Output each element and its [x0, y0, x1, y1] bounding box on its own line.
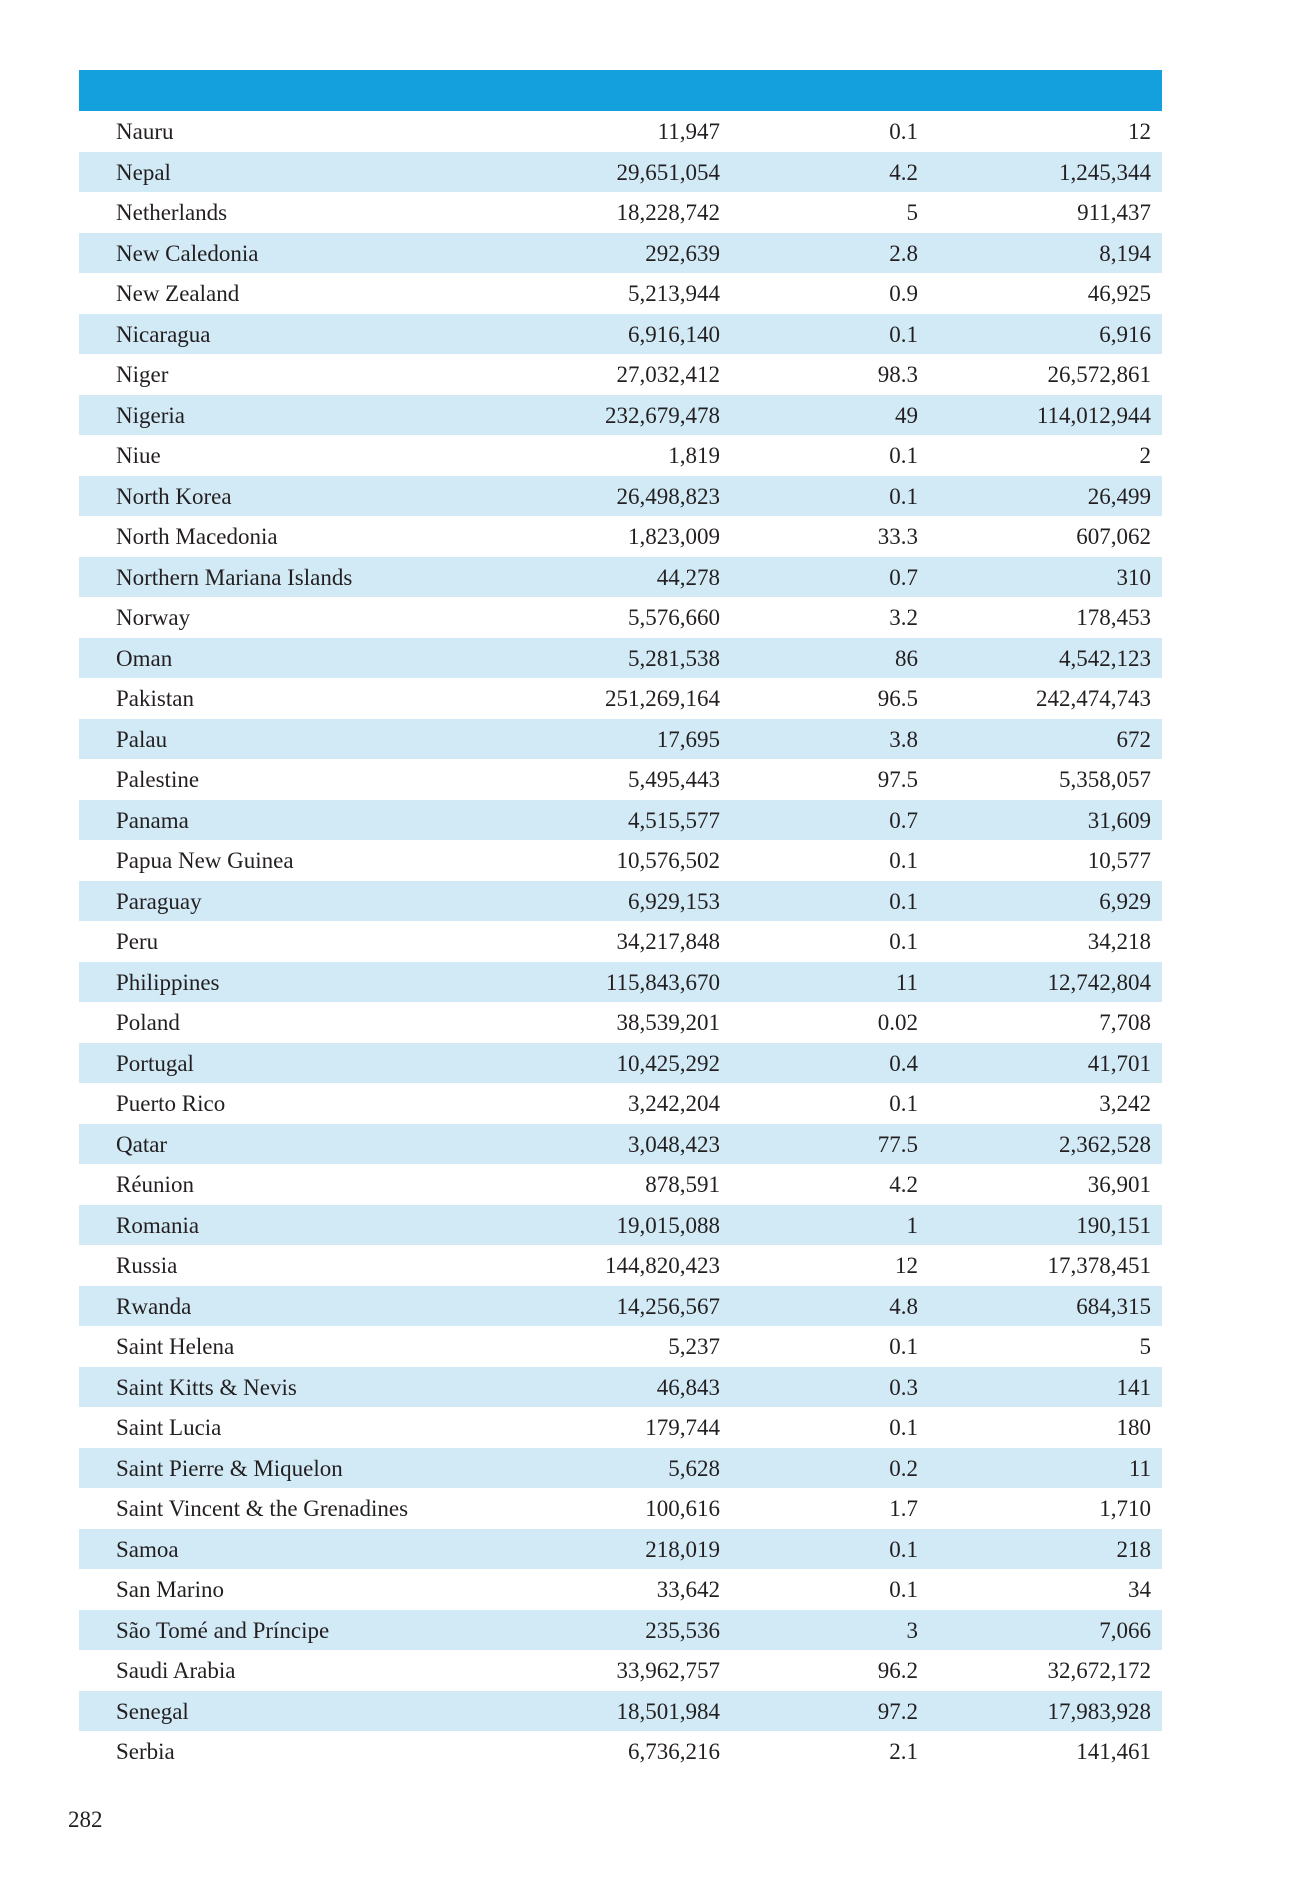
population-cell: 144,820,423 — [605, 1253, 720, 1278]
count-cell: 4,542,123 — [1059, 645, 1151, 671]
population-cell: 5,237 — [668, 1334, 720, 1359]
percent-cell: 0.1 — [889, 1415, 918, 1440]
country-name: Panama — [116, 807, 189, 833]
table-row — [79, 1529, 1162, 1570]
table-row — [79, 840, 1162, 881]
percent-cell: 0.1 — [889, 888, 918, 914]
table-row — [79, 881, 1162, 922]
count-cell: 7,066 — [1099, 1617, 1151, 1643]
population-cell: 18,228,742 — [616, 200, 720, 225]
percent-cell: 0.3 — [889, 1374, 918, 1400]
table-row — [79, 557, 1162, 598]
percent-cell: 3.2 — [889, 605, 918, 630]
count-cell: 34 — [1128, 1577, 1151, 1602]
population-cell: 232,679,478 — [605, 402, 720, 428]
country-name: Nepal — [116, 159, 171, 185]
population-cell: 292,639 — [645, 240, 720, 266]
country-name: Nicaragua — [116, 321, 211, 347]
count-cell: 607,062 — [1076, 524, 1151, 549]
country-name: Saint Vincent & the Grenadines — [116, 1496, 409, 1521]
table-row — [79, 1731, 1162, 1772]
table-row — [79, 1691, 1162, 1732]
country-name: São Tomé and Príncipe — [116, 1617, 330, 1643]
country-name: Russia — [116, 1253, 178, 1278]
percent-cell: 0.1 — [889, 848, 918, 873]
population-cell: 235,536 — [645, 1617, 720, 1643]
count-cell: 242,474,743 — [1036, 686, 1151, 711]
population-cell: 1,823,009 — [628, 524, 720, 549]
country-name: Portugal — [116, 1050, 194, 1076]
count-cell: 12 — [1128, 119, 1151, 144]
count-cell: 2 — [1139, 443, 1151, 468]
count-cell: 41,701 — [1087, 1050, 1151, 1076]
percent-cell: 2.1 — [889, 1739, 918, 1764]
count-cell: 911,437 — [1077, 200, 1151, 225]
country-name: Romania — [116, 1212, 200, 1238]
table-row — [79, 354, 1162, 395]
country-name: Oman — [116, 645, 173, 671]
country-name: Northern Mariana Islands — [116, 564, 353, 590]
percent-cell: 3.8 — [889, 726, 918, 752]
table-header-bar — [79, 70, 1162, 111]
table-row — [79, 435, 1162, 476]
count-cell: 114,012,944 — [1036, 402, 1151, 428]
count-cell: 26,572,861 — [1047, 362, 1151, 387]
percent-cell: 0.7 — [889, 807, 918, 833]
country-name: Peru — [116, 929, 159, 954]
count-cell: 7,708 — [1099, 1010, 1151, 1035]
count-cell: 3,242 — [1099, 1091, 1151, 1116]
percent-cell: 5 — [906, 200, 918, 225]
percent-cell: 0.1 — [889, 1577, 918, 1602]
count-cell: 46,925 — [1087, 281, 1151, 306]
table-row — [79, 678, 1162, 719]
population-cell: 179,744 — [645, 1415, 720, 1440]
table-row — [79, 233, 1162, 274]
percent-cell: 77.5 — [877, 1131, 918, 1157]
population-cell: 218,019 — [645, 1536, 720, 1562]
population-cell: 27,032,412 — [616, 362, 720, 387]
table-row — [79, 1407, 1162, 1448]
count-cell: 36,901 — [1087, 1172, 1151, 1197]
population-cell: 5,628 — [668, 1455, 720, 1481]
country-name: Réunion — [116, 1172, 194, 1197]
percent-cell: 97.5 — [877, 767, 918, 792]
table-row — [79, 759, 1162, 800]
country-name: Palestine — [116, 767, 200, 792]
population-cell: 11,947 — [657, 119, 720, 144]
percent-cell: 33.3 — [877, 524, 918, 549]
country-name: Philippines — [116, 969, 220, 995]
table-row — [79, 1124, 1162, 1165]
country-name: Saudi Arabia — [116, 1658, 236, 1683]
table-row — [79, 638, 1162, 679]
table-row — [79, 273, 1162, 314]
count-cell: 31,609 — [1087, 807, 1151, 833]
percent-cell: 0.1 — [889, 929, 918, 954]
page-number: 282 — [68, 1807, 103, 1832]
count-cell: 178,453 — [1076, 605, 1151, 630]
percent-cell: 4.8 — [889, 1293, 918, 1319]
country-name: Rwanda — [116, 1293, 192, 1319]
table-body — [79, 111, 1162, 1772]
table-row — [79, 314, 1162, 355]
population-cell: 33,962,757 — [616, 1658, 720, 1683]
country-name: Nauru — [116, 119, 174, 144]
table-row — [79, 1569, 1162, 1610]
count-cell: 11 — [1128, 1455, 1151, 1481]
population-cell: 251,269,164 — [605, 686, 720, 711]
percent-cell: 4.2 — [889, 159, 918, 185]
count-cell: 5,358,057 — [1059, 767, 1151, 792]
percent-cell: 1.7 — [889, 1496, 918, 1521]
table-row — [79, 1367, 1162, 1408]
table-row — [79, 1326, 1162, 1367]
table-row — [79, 395, 1162, 436]
percent-cell: 12 — [895, 1253, 918, 1278]
population-cell: 5,213,944 — [628, 281, 720, 306]
population-cell: 18,501,984 — [616, 1698, 720, 1724]
country-name: Saint Helena — [116, 1334, 235, 1359]
count-cell: 141 — [1116, 1374, 1151, 1400]
table-row — [79, 1286, 1162, 1327]
table-row — [79, 111, 1162, 152]
population-cell: 29,651,054 — [616, 159, 720, 185]
count-cell: 1,245,344 — [1059, 159, 1151, 185]
population-cell: 26,498,823 — [616, 483, 720, 509]
population-cell: 5,281,538 — [628, 645, 720, 671]
population-cell: 33,642 — [656, 1577, 720, 1602]
country-name: Niue — [116, 443, 161, 468]
percent-cell: 2.8 — [889, 240, 918, 266]
percent-cell: 0.1 — [889, 321, 918, 347]
percent-cell: 96.5 — [877, 686, 918, 711]
percent-cell: 0.02 — [877, 1010, 918, 1035]
count-cell: 17,983,928 — [1047, 1698, 1151, 1724]
population-cell: 17,695 — [656, 726, 720, 752]
table-row — [79, 1043, 1162, 1084]
count-cell: 26,499 — [1087, 483, 1151, 509]
table-row — [79, 1245, 1162, 1286]
population-cell: 4,515,577 — [628, 807, 720, 833]
count-cell: 672 — [1116, 726, 1151, 752]
country-name: Samoa — [116, 1536, 179, 1562]
population-cell: 115,843,670 — [605, 969, 720, 995]
country-name: Poland — [116, 1010, 180, 1035]
population-cell: 6,736,216 — [628, 1739, 720, 1764]
population-cell: 38,539,201 — [616, 1010, 720, 1035]
table-row — [79, 516, 1162, 557]
percent-cell: 11 — [895, 969, 918, 995]
percent-cell: 49 — [895, 402, 918, 428]
count-cell: 6,916 — [1099, 321, 1151, 347]
table-row — [79, 719, 1162, 760]
country-name: Saint Pierre & Miquelon — [116, 1455, 343, 1481]
table-row — [79, 1164, 1162, 1205]
percent-cell: 86 — [895, 645, 918, 671]
count-cell: 6,929 — [1099, 888, 1151, 914]
table-row — [79, 192, 1162, 233]
count-cell: 310 — [1116, 564, 1151, 590]
population-cell: 5,576,660 — [628, 605, 720, 630]
percent-cell: 3 — [906, 1617, 918, 1643]
percent-cell: 0.4 — [889, 1050, 918, 1076]
population-cell: 6,916,140 — [628, 321, 720, 347]
population-cell: 3,242,204 — [628, 1091, 720, 1116]
country-name: Norway — [116, 605, 191, 630]
population-cell: 10,425,292 — [616, 1050, 720, 1076]
country-name: Palau — [116, 726, 168, 752]
percent-cell: 0.1 — [889, 483, 918, 509]
country-name: Pakistan — [116, 686, 194, 711]
table-row — [79, 1205, 1162, 1246]
count-cell: 10,577 — [1087, 848, 1151, 873]
population-cell: 1,819 — [668, 443, 720, 468]
country-name: Niger — [116, 362, 169, 387]
count-cell: 2,362,528 — [1059, 1131, 1151, 1157]
country-name: New Caledonia — [116, 240, 259, 266]
count-cell: 180 — [1116, 1415, 1151, 1440]
country-name: San Marino — [116, 1577, 224, 1602]
country-name: Serbia — [116, 1739, 175, 1764]
country-name: North Macedonia — [116, 524, 278, 549]
percent-cell: 98.3 — [877, 362, 918, 387]
count-cell: 34,218 — [1087, 929, 1151, 954]
count-cell: 32,672,172 — [1047, 1658, 1151, 1683]
count-cell: 17,378,451 — [1047, 1253, 1151, 1278]
country-name: Senegal — [116, 1698, 189, 1724]
percent-cell: 0.1 — [889, 1091, 918, 1116]
count-cell: 5 — [1139, 1334, 1151, 1359]
population-cell: 44,278 — [656, 564, 720, 590]
population-cell: 46,843 — [656, 1374, 720, 1400]
table-row — [79, 1083, 1162, 1124]
table-row — [79, 1610, 1162, 1651]
country-name: Puerto Rico — [116, 1091, 226, 1116]
percent-cell: 0.1 — [889, 1536, 918, 1562]
percent-cell: 1 — [906, 1212, 918, 1238]
percent-cell: 96.2 — [877, 1658, 918, 1683]
table-row — [79, 152, 1162, 193]
percent-cell: 4.2 — [889, 1172, 918, 1197]
percent-cell: 0.7 — [889, 564, 918, 590]
population-cell: 3,048,423 — [628, 1131, 720, 1157]
population-cell: 34,217,848 — [616, 929, 720, 954]
population-cell: 5,495,443 — [628, 767, 720, 792]
population-cell: 14,256,567 — [616, 1293, 720, 1319]
count-cell: 141,461 — [1076, 1739, 1151, 1764]
country-name: North Korea — [116, 483, 232, 509]
table-row — [79, 921, 1162, 962]
table-row — [79, 962, 1162, 1003]
percent-cell: 0.1 — [889, 443, 918, 468]
country-name: Qatar — [116, 1131, 168, 1157]
count-cell: 684,315 — [1076, 1293, 1151, 1319]
percent-cell: 97.2 — [877, 1698, 918, 1724]
table-row — [79, 1448, 1162, 1489]
country-name: Nigeria — [116, 402, 185, 428]
country-name: Netherlands — [116, 200, 228, 225]
table-row — [79, 597, 1162, 638]
count-cell: 190,151 — [1076, 1212, 1151, 1238]
table-row — [79, 800, 1162, 841]
population-cell: 100,616 — [645, 1496, 720, 1521]
country-name: Papua New Guinea — [116, 848, 294, 873]
country-name: Saint Kitts & Nevis — [116, 1374, 297, 1400]
table-row — [79, 1488, 1162, 1529]
population-cell: 19,015,088 — [616, 1212, 720, 1238]
percent-cell: 0.1 — [889, 1334, 918, 1359]
country-name: Paraguay — [116, 888, 202, 914]
count-cell: 1,710 — [1099, 1496, 1151, 1521]
country-name: Saint Lucia — [116, 1415, 222, 1440]
table-row — [79, 476, 1162, 517]
population-cell: 6,929,153 — [628, 888, 720, 914]
population-cell: 878,591 — [645, 1172, 720, 1197]
count-cell: 12,742,804 — [1047, 969, 1151, 995]
count-cell: 8,194 — [1099, 240, 1151, 266]
country-table — [79, 70, 1162, 1772]
percent-cell: 0.9 — [889, 281, 918, 306]
percent-cell: 0.1 — [889, 119, 918, 144]
table-row — [79, 1650, 1162, 1691]
table-row — [79, 1002, 1162, 1043]
count-cell: 218 — [1116, 1536, 1151, 1562]
percent-cell: 0.2 — [889, 1455, 918, 1481]
population-cell: 10,576,502 — [616, 848, 720, 873]
country-name: New Zealand — [116, 281, 240, 306]
